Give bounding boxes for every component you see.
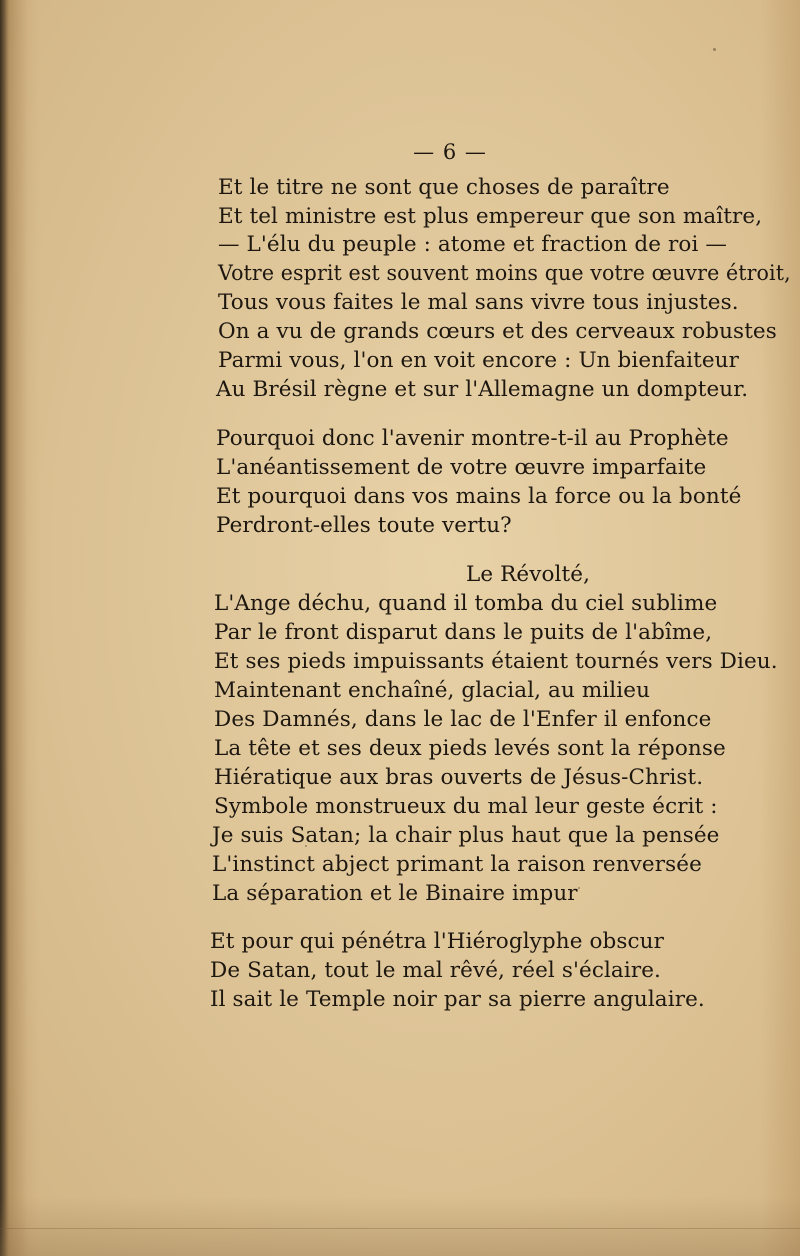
poem-line: Perdront-elles toute vertu?: [216, 513, 512, 538]
poem-line: Il sait le Temple noir par sa pierre angulaire.: [210, 987, 705, 1012]
poem-line: L'anéantissement de votre œuvre imparfaite: [216, 455, 707, 480]
poem-line: Tous vous faites le mal sans vivre tous injustes.: [218, 290, 739, 315]
poem-line: Et le titre ne sont que choses de paraître: [218, 175, 670, 200]
poem-line: L'instinct abject primant la raison renversée: [212, 852, 702, 877]
poem-line: Et pourquoi dans vos mains la force ou la bonté: [216, 484, 742, 509]
poem-line: Et pour qui pénétra l'Hiéroglyphe obscur: [210, 929, 664, 954]
poem-line: Le Révolté,: [466, 562, 591, 587]
page-number: — 6 —: [413, 140, 487, 164]
poem-line: Et ses pieds impuissants étaient tournés vers Dieu.: [214, 649, 778, 674]
poem-line: — L'élu du peuple : atome et fraction de roi —: [218, 232, 727, 257]
poem-line: Des Damnés, dans le lac de l'Enfer il enfonce: [214, 707, 712, 732]
poem-line: Maintenant enchaîné, glacial, au milieu: [214, 678, 651, 703]
poem-line: Pourquoi donc l'avenir montre-t-il au Prophète: [216, 426, 729, 451]
poem-line: Au Brésil règne et sur l'Allemagne un dompteur.: [216, 377, 749, 402]
poem-line: Je suis Satan; la chair plus haut que la pensée: [212, 823, 720, 848]
poem-line: Symbole monstrueux du mal leur geste écrit :: [214, 794, 718, 819]
poem-line: On a vu de grands cœurs et des cerveaux robustes: [218, 319, 777, 344]
poem-line: L'Ange déchu, quand il tomba du ciel sublime: [214, 591, 718, 616]
poem-line: De Satan, tout le mal rêvé, réel s'éclaire.: [210, 958, 661, 983]
poem-line: Et tel ministre est plus empereur que son maître,: [218, 204, 763, 229]
poem-line: Par le front disparut dans le puits de l'abîme,: [214, 620, 713, 645]
poem-line: La tête et ses deux pieds levés sont la réponse: [214, 736, 726, 761]
poem-line: La séparation et le Binaire impur: [212, 881, 578, 906]
poem-line: Votre esprit est souvent moins que votre œuvre étroit,: [218, 261, 791, 286]
poem-line: Hiératique aux bras ouverts de Jésus-Christ.: [214, 765, 704, 790]
poem-line: Parmi vous, l'on en voit encore : Un bienfaiteur: [218, 348, 740, 373]
